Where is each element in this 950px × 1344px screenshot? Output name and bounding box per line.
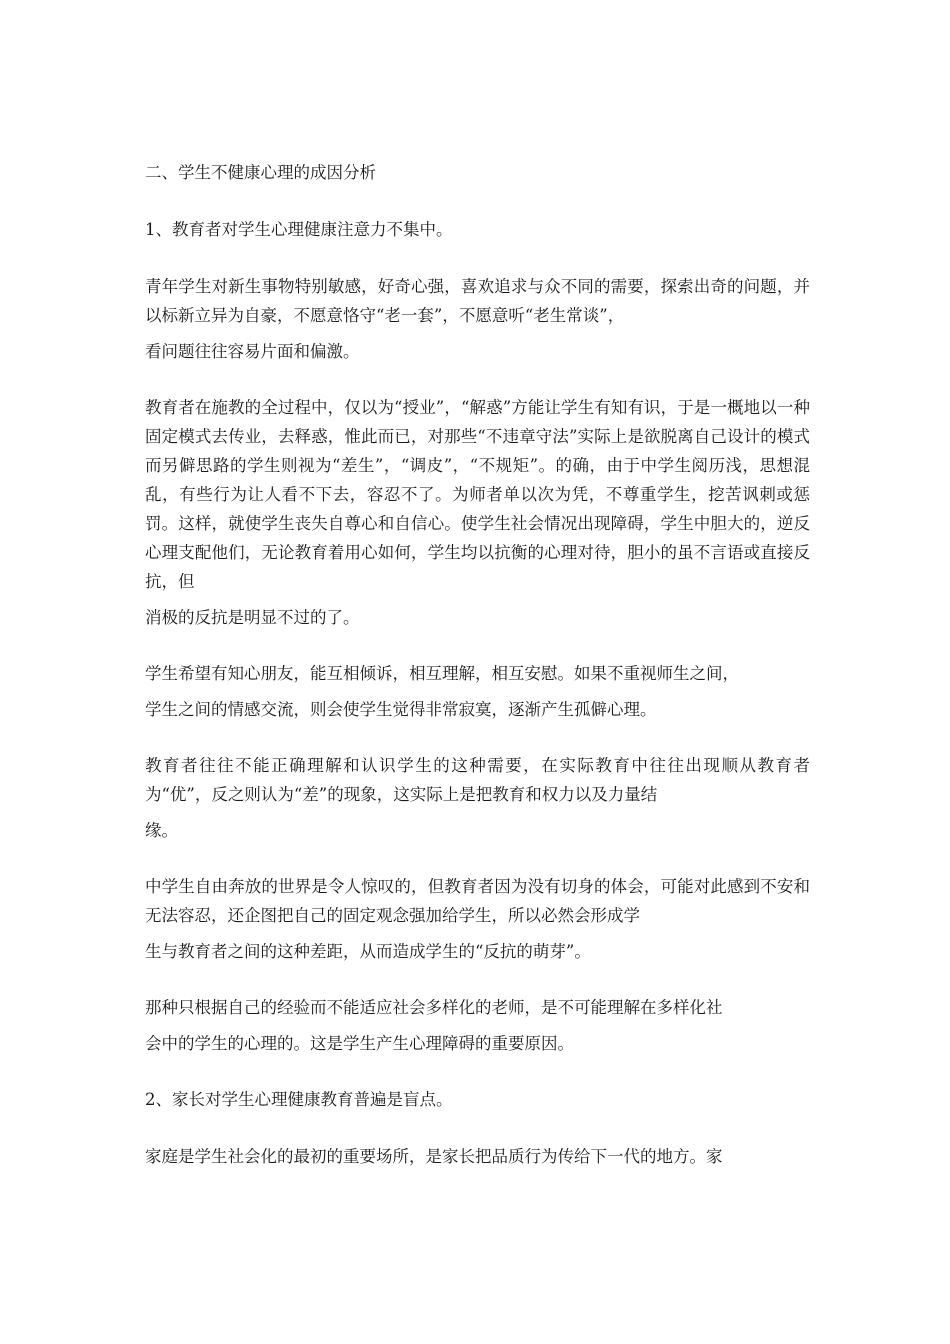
paragraph-2-last-line: 消极的反抗是明显不过的了。: [145, 608, 360, 627]
section-title: 二、学生不健康心理的成因分析: [145, 163, 376, 182]
paragraph-6-last-line: 会中的学生的心理的。这是学生产生心理障碍的重要原因。: [145, 1034, 574, 1053]
document-body: [145, 158, 810, 1198]
paragraph-6-text: 那种只根据自己的经验而不能适应社会多样化的老师，是不可能理解在多样化社: [145, 998, 723, 1017]
paragraph-5-last-line: 生与教育者之间的这种差距，从而造成学生的“反抗的萌芽”。: [145, 942, 591, 961]
paragraph-1-last-line: 看问题往往容易片面和偏激。: [145, 342, 360, 361]
paragraph-7: 家庭是学生社会化的最初的重要场所，是家长把品质行为传给下一代的地方。家: [145, 1147, 723, 1166]
paragraph-1: [145, 272, 810, 366]
paragraph-5: [145, 872, 810, 966]
paragraph-2: [145, 393, 810, 632]
paragraph-5-text: 中学生自由奔放的世界是令人惊叹的，但教育者因为没有切身的体会，可能对此感到不安和无法容忍，还企图把自己的固定观念强加给学生，所以必然会形成学: [145, 877, 810, 925]
paragraph-3-last-line: 学生之间的情感交流，则会使学生觉得非常寂寞，逐渐产生孤僻心理。: [145, 700, 657, 719]
paragraph-3: [145, 659, 810, 724]
paragraph-6: [145, 993, 810, 1058]
subheading-teachers: 1、教育者对学生心理健康注意力不集中。: [145, 220, 453, 239]
paragraph-1-text: 青年学生对新生事物特别敏感，好奇心强，喜欢追求与众不同的需要，探索出奇的问题，并以标新立异为自豪，不愿意恪守“老一套”，不愿意听“老生常谈”，: [145, 277, 810, 325]
paragraph-4: [145, 751, 810, 845]
paragraph-3-text: 学生希望有知心朋友，能互相倾诉，相互理解，相互安慰。如果不重视师生之间，: [145, 664, 739, 683]
paragraph-4-last-line: 缘。: [145, 821, 178, 840]
paragraph-2-text: 教育者在施教的全过程中，仅以为“授业”，“解惑”方能让学生有知有识，于是一概地以一种固定模式去传业，去释惑，惟此而已，对那些“不违章守法”实际上是欲脱离自己设计的模式而另僻思路的学生则视为“差生”，“调皮”，“不规矩”。的确，由于中学生阅历浅，思想混乱，有些行为让人看不下去，容忍不了。为师者单以次为凭，不尊重学生，挖苦讽刺或惩罚。这样，就使学生丧失自尊心和自信心。使学生社会情况出现障碍，学生中胆大的，逆反心理支配他们，无论教育着用心如何，学生均以抗衡的心理对待，胆小的虽不言语或直接反抗，但: [145, 398, 810, 591]
subheading-parents: 2、家长对学生心理健康教育普遍是盲点。: [145, 1090, 453, 1109]
paragraph-4-text: 教育者往往不能正确理解和认识学生的这种需要，在实际教育中往往出现顺从教育者为“优”，反之则认为“差”的现象，这实际上是把教育和权力以及力量结: [145, 756, 810, 804]
